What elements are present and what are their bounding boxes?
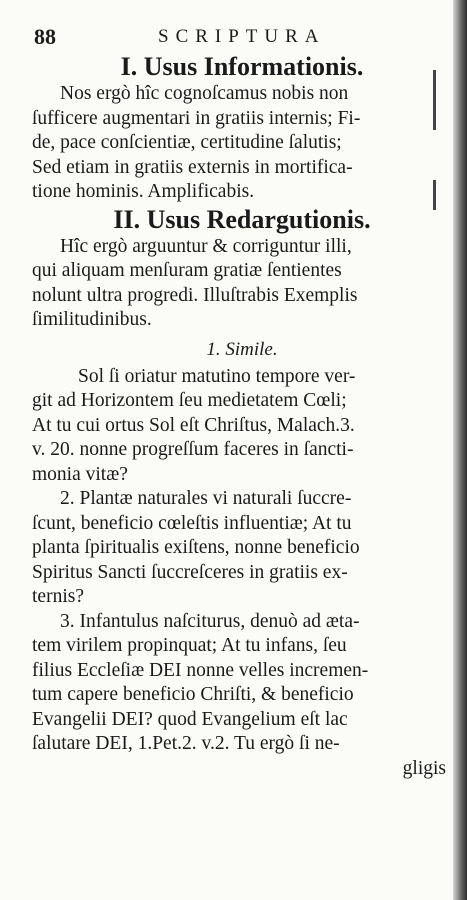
text-line: monia vitæ? — [32, 463, 128, 485]
text-line: Nos ergò hîc cognoſcamus nobis non — [60, 83, 349, 104]
text-line: At tu cui ortus Sol eſt Chriſtus, Malach.3. — [32, 414, 355, 436]
text-line: Hîc ergò arguuntur & corriguntur illi, — [60, 235, 352, 257]
text-line: planta ſpiritualis exiſtens, nonne beneficio — [32, 537, 360, 558]
paragraph-infantulus — [32, 610, 452, 757]
text-line: nolunt ultra progredi. Illuſtrabis Exemplis — [32, 284, 358, 306]
text-line: 3. Infantulus naſciturus, denuò ad æta- — [60, 610, 360, 632]
text-line: Spiritus Sancti ſuccreſceres in gratiis ex- — [32, 561, 348, 583]
bleed-through-mark — [433, 180, 436, 210]
heading-usus-redargutionis: II. Usus Redargutionis. — [113, 204, 371, 234]
text-line: tum capere beneficio Chriſti, & beneficio — [32, 684, 354, 705]
text-line: git ad Horizontem ſeu medietatem Cœli; — [32, 390, 347, 411]
text-line: 2. Plantæ naturales vi naturali ſuccre- — [60, 488, 352, 509]
text-line: ternis? — [32, 586, 84, 607]
paragraph-redargutionis — [32, 235, 452, 333]
running-title: SCRIPTURA — [158, 26, 326, 47]
bleed-through-mark — [433, 70, 436, 130]
running-head — [34, 24, 444, 50]
paragraph-plantae — [32, 487, 452, 610]
text-line: tem virilem propinquat; At tu infans, ſeu — [32, 635, 347, 656]
paragraph-informationis — [32, 82, 452, 205]
text-line: de, pace conſcientiæ, certitudine ſalutis; — [32, 132, 342, 153]
text-line: v. 20. nonne progreſſum faceres in ſancti- — [32, 439, 354, 460]
book-gutter — [453, 0, 467, 900]
text-line: Sed etiam in gratiis externis in mortifica- — [32, 156, 353, 178]
text-line: Evangelii DEI? quod Evangelium eſt lac — [32, 708, 348, 730]
text-line: ſufficere augmentari in gratiis internis; Fi- — [32, 107, 361, 129]
page-number: 88 — [34, 24, 56, 49]
text-block — [32, 52, 452, 781]
text-line: qui aliquam menſuram gratiæ ſentientes — [32, 260, 342, 281]
text-line: ſalutare DEI, 1.Pet.2. v.2. Tu ergò ſi ne- — [32, 733, 340, 754]
text-line: ſcunt, beneficio cœleſtis influentiæ; At tu — [32, 512, 352, 534]
text-line: filius Eccleſiæ DEI nonne velles incremen- — [32, 659, 369, 681]
text-line: Sol ſi oriatur matutino tempore ver- — [78, 365, 356, 387]
catchword: gligis — [402, 757, 446, 779]
paragraph-simile-sol — [32, 365, 452, 488]
heading-usus-informationis: I. Usus Informationis. — [120, 52, 364, 81]
text-line: tione hominis. Amplificabis. — [32, 181, 255, 202]
text-line: ſimilitudinibus. — [32, 309, 152, 330]
subheading-simile: 1. Simile. — [206, 338, 278, 360]
